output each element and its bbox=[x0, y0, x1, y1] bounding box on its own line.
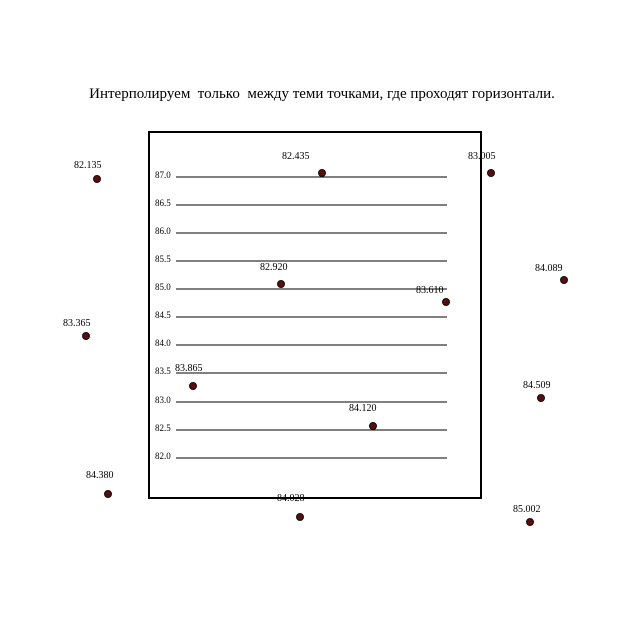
elevation-point-label: 84.380 bbox=[86, 470, 114, 481]
elevation-point-marker bbox=[297, 514, 304, 521]
contour-level-label: 83.0 bbox=[155, 395, 171, 405]
plan-frame bbox=[149, 132, 481, 498]
elevation-point-label: 82.135 bbox=[74, 160, 102, 171]
elevation-point-marker bbox=[561, 277, 568, 284]
elevation-point-label: 83.865 bbox=[175, 363, 203, 374]
contour-level-label: 85.5 bbox=[155, 254, 171, 264]
elevation-point-label: 85.002 bbox=[513, 504, 541, 515]
contour-levels bbox=[155, 170, 447, 461]
contour-level-label: 82.0 bbox=[155, 451, 171, 461]
elevation-point-marker bbox=[105, 491, 112, 498]
elevation-point-label: 82.920 bbox=[260, 262, 288, 273]
elevation-points bbox=[63, 151, 568, 526]
elevation-point-marker bbox=[443, 299, 450, 306]
elevation-point-label: 83.365 bbox=[63, 318, 91, 329]
elevation-point-marker bbox=[527, 519, 534, 526]
elevation-point-label: 82.435 bbox=[282, 151, 310, 162]
contour-level-label: 84.0 bbox=[155, 338, 171, 348]
contour-level-label: 85.0 bbox=[155, 282, 171, 292]
elevation-point-marker bbox=[319, 170, 326, 177]
elevation-point-marker bbox=[370, 423, 377, 430]
elevation-point-marker bbox=[83, 333, 90, 340]
contour-level-label: 82.5 bbox=[155, 423, 171, 433]
elevation-point-marker bbox=[278, 281, 285, 288]
elevation-point-marker bbox=[94, 176, 101, 183]
elevation-point-label: 84.089 bbox=[535, 263, 563, 274]
elevation-point-label: 83.610 bbox=[416, 285, 444, 296]
diagram-title: Интерполируем только между теми точками, где проходят горизонтали. bbox=[89, 86, 555, 102]
contour-level-label: 83.5 bbox=[155, 366, 171, 376]
contour-level-label: 86.5 bbox=[155, 198, 171, 208]
elevation-point-marker bbox=[190, 383, 197, 390]
elevation-point-label: 84.028 bbox=[277, 493, 305, 504]
elevation-point-marker bbox=[488, 170, 495, 177]
elevation-point-label: 84.509 bbox=[523, 380, 551, 391]
elevation-point-marker bbox=[538, 395, 545, 402]
contour-level-label: 87.0 bbox=[155, 170, 171, 180]
contour-level-label: 86.0 bbox=[155, 226, 171, 236]
elevation-point-label: 84.120 bbox=[349, 403, 377, 414]
elevation-point-label: 83.005 bbox=[468, 151, 496, 162]
contour-level-label: 84.5 bbox=[155, 310, 171, 320]
